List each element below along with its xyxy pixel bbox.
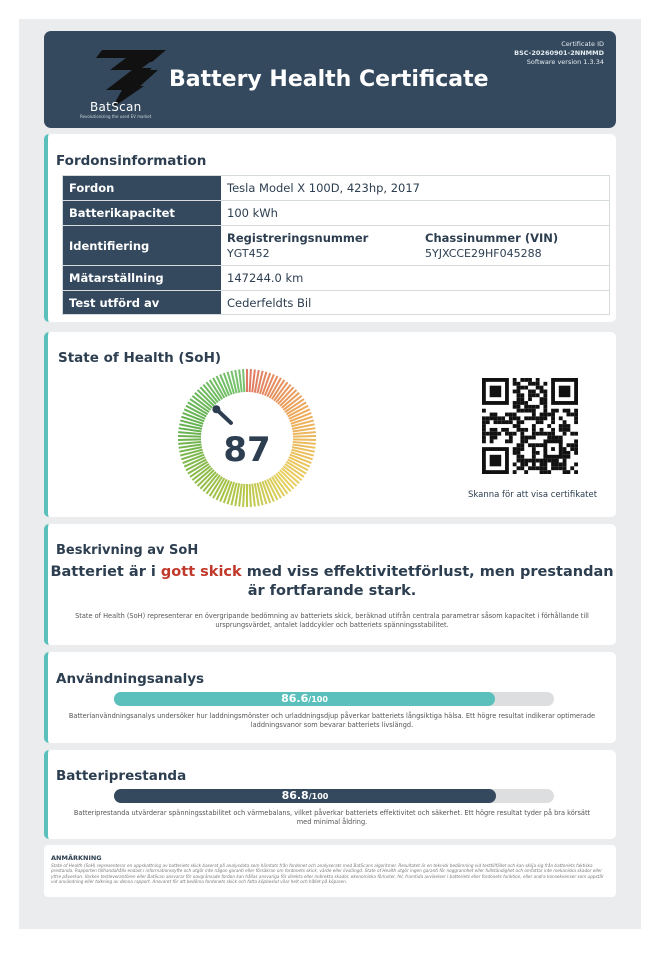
certificate-page (19, 19, 641, 929)
row-label: Test utförd av (63, 291, 221, 314)
performance-bar-label (114, 789, 496, 803)
gauge-tick (239, 484, 242, 507)
gauge-tick (178, 442, 201, 444)
gauge-tick (243, 369, 244, 392)
row-value: Cederfeldts Bil (227, 295, 312, 310)
note-text: State of Health (SoH) representerar en uppskattning av batteriets skick baserat på analysdata som hämtats från fordonet och analyserats med BatScans algoritmer. Resultatet är en teknisk bedömning vid testtillfället och kan skilja sig från batteriets faktiska prestanda. Rapporten tillhandahålls endast i informationssyfte och utgör inte någon garanti eller försäkran om fordonets skick, värde eller livslängd. State of Health utgör ingen garanti för noggrannhet eller fullständighet och omfattar inte mekaniska skador eller yttre påverkan. Varken testleverantören eller BatScan ansvarar för oavgränsade fordon kan hållas ansvariga för direkta eller indirekta skador, ekonomiska förluster, fel, framtida avvikelser i batteriets eller fordonets funktion, eller andra konsekvenser som uppstår vid användning eller tolkning av denna rapport. Ansvaret för att bedöma fordonets skick och fatta köpbeslut vilar helt och hållet på köparen. (51, 863, 604, 885)
registration-column (227, 231, 425, 260)
table-row (63, 200, 609, 225)
table-row (63, 176, 609, 200)
row-value: 147244.0 km (227, 271, 304, 285)
usage-bar-fill (114, 692, 495, 706)
row-label: Fordon (63, 176, 221, 200)
vehicle-table (62, 175, 610, 315)
row-label: Batterikapacitet (63, 201, 221, 225)
performance-bar-fill (114, 789, 496, 803)
description-title: Beskrivning av SoH (56, 543, 199, 558)
registration-value: YGT452 (227, 247, 270, 260)
logo-tagline: Revolutionizing the used EV market (80, 114, 152, 119)
table-row (63, 290, 609, 314)
gauge-tick (250, 484, 251, 507)
soh-gauge (176, 366, 326, 516)
performance-bar-track (114, 789, 554, 803)
row-value (221, 226, 609, 265)
usage-score: 86.6 (281, 692, 309, 705)
gauge-tick (293, 436, 316, 437)
gauge-tick (178, 432, 201, 434)
soh-value: 87 (223, 430, 271, 470)
gauge-tick (252, 369, 255, 392)
certificate-header (44, 31, 616, 128)
gauge-tick (239, 369, 242, 392)
usage-bar-label (114, 692, 495, 706)
soh-title: State of Health (SoH) (58, 350, 222, 366)
note-title: ANMÄRKNING (51, 854, 102, 862)
certificate-id-label: Certificate ID (561, 40, 604, 48)
certificate-meta (514, 40, 604, 67)
page-title: Battery Health Certificate (169, 67, 489, 92)
disclaimer-note (44, 845, 616, 897)
usage-card (44, 652, 616, 743)
gauge-tick (178, 439, 201, 440)
vin-label: Chassinummer (VIN) (425, 231, 559, 245)
vehicle-info-title: Fordonsinformation (56, 153, 207, 169)
gauge-tick (250, 369, 251, 392)
vehicle-info-card (44, 134, 616, 322)
qr-code[interactable] (482, 378, 578, 474)
vin-column (425, 231, 558, 260)
gauge-tick (293, 432, 316, 434)
usage-bar-track (114, 692, 554, 706)
row-value: Tesla Model X 100D, 423hp, 2017 (227, 181, 420, 195)
performance-score: 86.8 (281, 789, 309, 802)
gauge-tick (293, 442, 316, 444)
performance-text: Batteriprestanda utvärderar spänningsstabilitet och värmebalans, vilket påverkar batteriets effektivitet och säkerhet. Ett högre resultat tyder på bra körsätt med minimal åldring. (73, 809, 591, 826)
performance-card (44, 750, 616, 839)
statement-text-end: med viss effektivitetförlust, men prestandan är fortfarande stark. (241, 564, 614, 599)
table-row (63, 225, 609, 265)
performance-max: /100 (308, 792, 329, 801)
qr-caption: Skanna för att visa certifikatet (468, 490, 598, 500)
soh-description-card (44, 524, 616, 645)
soh-statement (48, 563, 616, 601)
statement-highlight: gott skick (160, 564, 242, 580)
table-row (63, 265, 609, 290)
usage-title: Användningsanalys (56, 671, 205, 687)
gauge-tick (252, 484, 255, 507)
gauge-needle-tip (212, 405, 220, 413)
performance-title: Batteriprestanda (56, 768, 187, 784)
row-value: 100 kWh (227, 206, 278, 220)
registration-label: Registreringsnummer (227, 231, 369, 245)
certificate-id: BSC-20260901-2NNMMD (514, 49, 604, 57)
soh-card (44, 332, 616, 517)
row-label: Mätarställning (63, 266, 221, 290)
usage-max: /100 (308, 695, 328, 704)
statement-text: Batteriet är i (50, 564, 161, 580)
logo-name: BatScan (90, 100, 142, 114)
gauge-tick (178, 436, 201, 437)
vin-value: 5YJXCCE29HF045288 (425, 247, 542, 260)
usage-text: Batterianvändningsanalys undersöker hur laddningsmönster och urladdningsdjup påverkar batteriets långsiktiga hälsa. Ett högre resultat indikerar optimerade laddningsvanor som bevarar batteriets livslängd. (68, 712, 596, 729)
software-version: Software version 1.3.34 (526, 58, 604, 66)
gauge-tick (243, 484, 244, 507)
description-text: State of Health (SoH) representerar en övergripande bedömning av batteriets skick, beräknad utifrån centrala parametrar såsom kapacitet i förhållande till ursprungsvärdet, antalet laddcykler och batteriets spänningsstabilitet. (75, 612, 589, 629)
gauge-tick (293, 439, 316, 440)
row-label: Identifiering (63, 226, 221, 265)
